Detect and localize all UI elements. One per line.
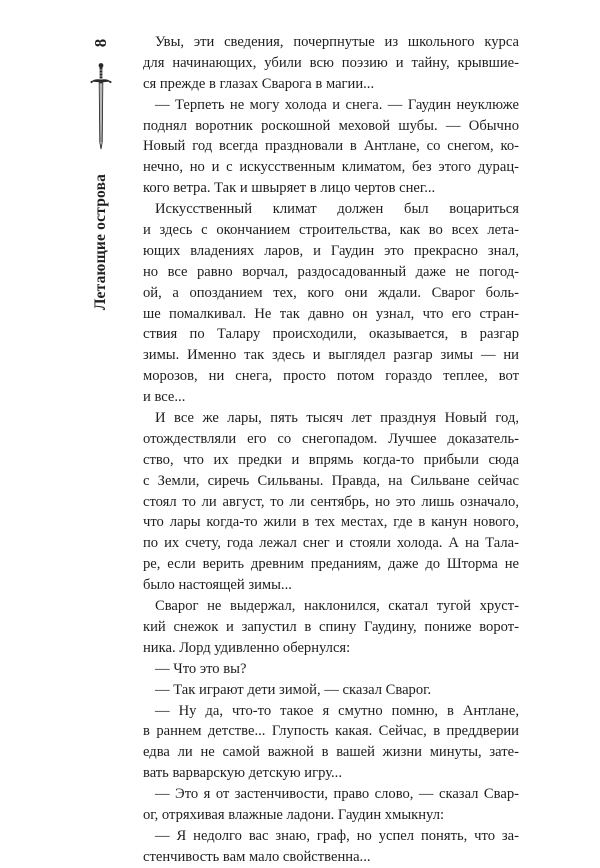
- text-line: едва ли не самой важной в вашей жизни минуты, зате-: [143, 744, 519, 761]
- text-line: — Я недолго вас знаю, граф, но успел понять, что за-: [155, 827, 519, 844]
- text-line: ство, что их предки и впрямь когда-то прибыли сюда: [143, 451, 519, 468]
- text-line: ре, если верить древним преданиям, даже до Шторма не: [143, 556, 519, 573]
- text-line: ой, а опозданием тех, кого они ждали. Сварог боль-: [143, 284, 519, 301]
- text-line: стенчивость вам мало свойственна...: [143, 848, 371, 865]
- text-line: поднял воротник роскошной меховой шубы. — Обычно: [143, 117, 519, 134]
- text-line: ше помалкивал. Не так давно он узнал, что его стран-: [143, 305, 519, 322]
- text-line: — Терпеть не могу холода и снега. — Гаудин неуклюже: [155, 96, 519, 113]
- text-line: Сварог не выдержал, наклонился, скатал тугой хруст-: [155, 598, 519, 615]
- text-line: ог, отряхивая влажные ладони. Гаудин хмыкнул:: [143, 806, 445, 823]
- text-line: — Что это вы?: [155, 660, 247, 677]
- text-line: — Это я от застенчивости, право слово, — сказал Свар-: [155, 786, 519, 803]
- text-line: но все равно ворчал, раздосадованный даже не погод-: [143, 263, 519, 280]
- text-line: морозов, ни снега, просто потом гораздо теплее, вот: [143, 368, 519, 385]
- text-line: ющих владениях ларов, и Гаудин это прекрасно знал,: [143, 242, 519, 259]
- text-line: ника. Лорд удивленно обернулся:: [143, 639, 351, 656]
- text-line: стоял то ли август, то ли сентябрь, но это лишь означало,: [143, 493, 519, 510]
- text-line: было настоящей зимы...: [143, 577, 292, 594]
- text-line: ся прежде в глазах Сварога в магии...: [143, 75, 375, 92]
- sword-icon: [90, 62, 112, 150]
- text-line: нечно, но и с искусственным климатом, без этого дурац-: [143, 159, 519, 176]
- text-line: ствия по Талару происходили, оказывается, в разгар: [143, 326, 519, 343]
- text-line: для начинающих, убили всю поэзию и тайну, крывшие-: [143, 54, 519, 71]
- text-line: в раннем детстве... Глупость какая. Сейчас, в преддверии: [143, 723, 519, 740]
- text-line: вать варварскую детскую игру...: [143, 765, 342, 782]
- text-line: — Ну да, что-то такое я смутно помню, в Антлане,: [155, 702, 519, 719]
- text-line: что лары когда-то жили в тех местах, где в канун нового,: [143, 514, 519, 531]
- text-line: зимы. Именно так здесь и выглядел разгар зимы — ни: [143, 347, 519, 364]
- running-title: Летающие острова: [92, 173, 109, 311]
- text-line: отождествляли его со снегопадом. Лучшее доказатель-: [143, 430, 519, 447]
- page-margin: [0, 0, 140, 750]
- text-line: Увы, эти сведения, почерпнутые из школьного курса: [155, 34, 519, 50]
- body-text: [143, 32, 519, 868]
- text-line: кого ветра. Так и швыряет в лицо чертов снег...: [143, 180, 436, 197]
- text-line: по их счету, года лежал снег и стояли холода. А на Тала-: [143, 535, 519, 552]
- text-line: с Земли, сиречь Сильваны. Правда, на Сильване сейчас: [143, 472, 519, 489]
- text-line: Новый год всегда праздновали в Антлане, со снегом, ко-: [143, 138, 519, 155]
- text-line: и здесь с окончанием строительства, как во всех лета-: [143, 222, 519, 239]
- text-line: кий снежок и запустил в спину Гаудину, пониже ворот-: [143, 618, 519, 635]
- text-line: И все же лары, пять тысяч лет празднуя Новый год,: [155, 410, 519, 427]
- text-line: — Так играют дети зимой, — сказал Сварог.: [155, 681, 432, 698]
- text-line: Искусственный климат должен был воцариться: [155, 201, 519, 218]
- page-number: 8: [91, 38, 110, 48]
- text-line: и все...: [143, 389, 186, 406]
